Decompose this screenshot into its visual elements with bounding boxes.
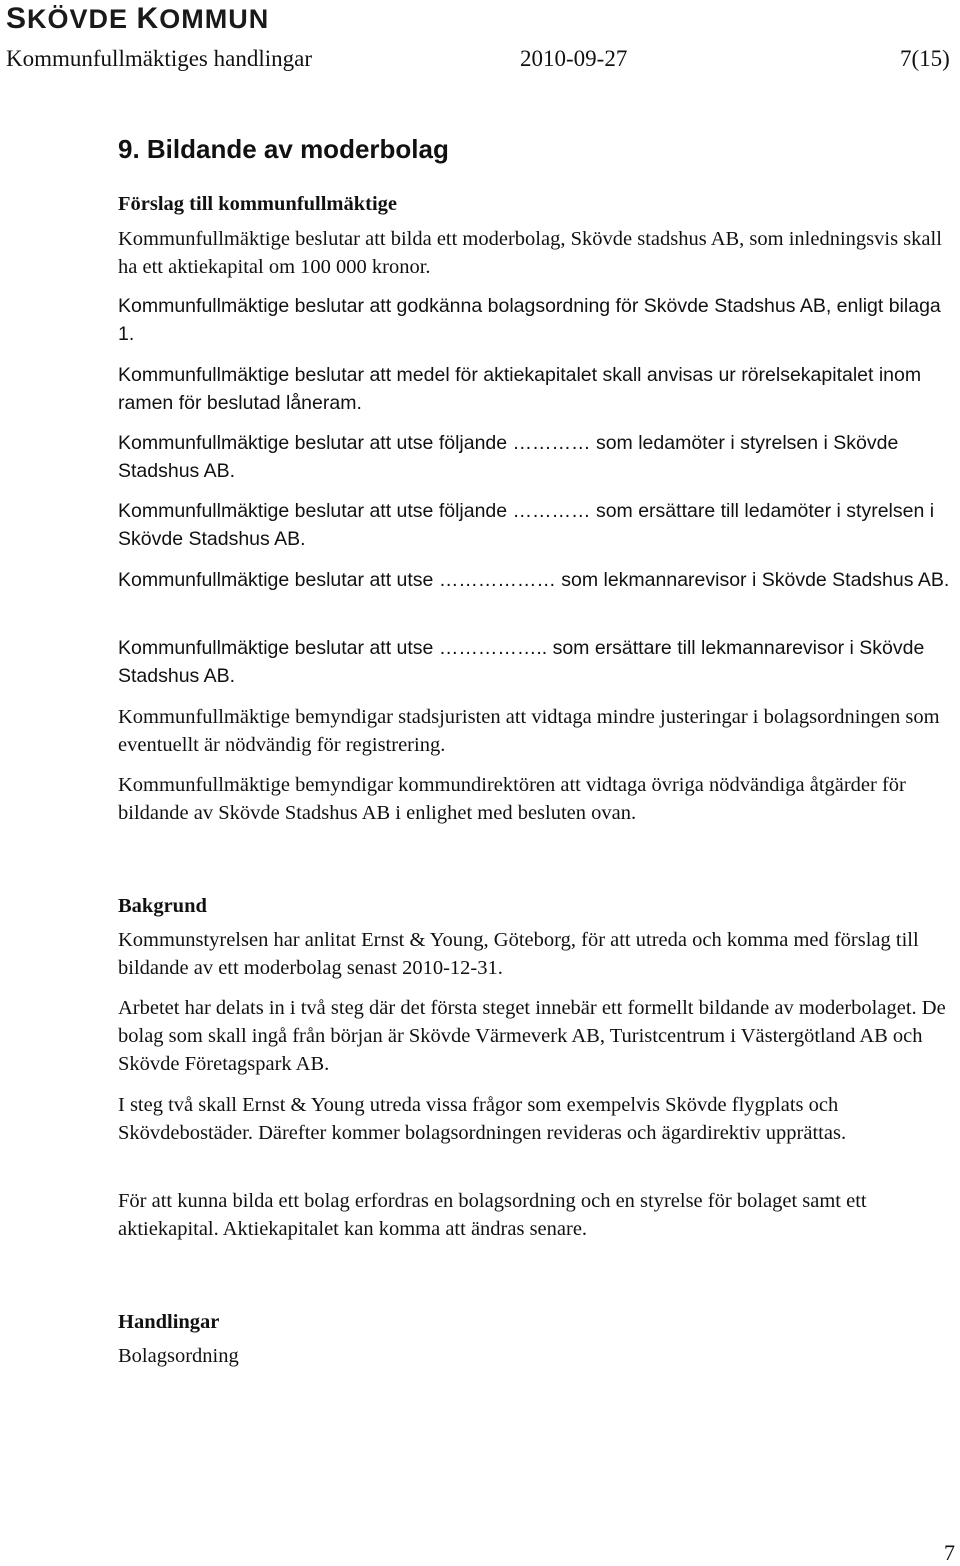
proposal-paragraph: Kommunfullmäktige bemyndigar kommundirektören att vidtaga övriga nödvändiga åtgärder för bildande av Skövde Stadshus AB i enlighet med besluten ovan.	[118, 774, 906, 824]
proposal-paragraph: Kommunfullmäktige beslutar att godkänna bolagsordning för Skövde Stadshus AB, enligt bilaga 1.	[118, 295, 941, 345]
header-title: Kommunfullmäktiges handlingar	[6, 46, 312, 71]
section-heading: 9. Bildande av moderbolag	[118, 134, 449, 164]
header-page-count: 7(15)	[900, 46, 950, 71]
documents-title: Handlingar	[118, 1311, 220, 1333]
background-paragraph: Kommunstyrelsen har anlitat Ernst & Young, Göteborg, för att utreda och komma med förslag till bildande av ett moderbolag senast 2010-12-31.	[118, 929, 919, 979]
proposal-paragraph: Kommunfullmäktige beslutar att utse …………….. som ersättare till lekmannarevisor i Skövde Stadshus AB.	[118, 637, 925, 687]
proposal-paragraph: Kommunfullmäktige beslutar att utse följande ………… som ledamöter i styrelsen i Skövde Stadshus AB.	[118, 432, 899, 482]
background-paragraph: För att kunna bilda ett bolag erfordras en bolagsordning och en styrelse för bolaget samt ett aktiekapital. Aktiekapitalet kan komma att ändras senare.	[118, 1190, 867, 1240]
header-date: 2010-09-27	[520, 46, 628, 71]
background-paragraph: I steg två skall Ernst & Young utreda vissa frågor som exempelvis Skövde flygplats och Skövdebostäder. Därefter kommer bolagsordningen revideras och ägardirektiv upprättas.	[118, 1094, 847, 1144]
proposal-paragraph: Kommunfullmäktige bemyndigar stadsjuristen att vidtaga mindre justeringar i bolagsordningen som eventuellt är nödvändig för registrering.	[118, 706, 940, 756]
proposal-paragraph: Kommunfullmäktige beslutar att utse följande ………… som ersättare till ledamöter i styrelsen i Skövde Stadshus AB.	[118, 500, 935, 550]
proposal-paragraph: Kommunfullmäktige beslutar att bilda ett moderbolag, Skövde stadshus AB, som inledningsvis skall ha ett aktiekapital om 100 000 kronor.	[118, 228, 942, 278]
page-number: 7	[944, 1540, 955, 1565]
skovde-kommun-logo: SKÖVDE KOMMUN	[6, 2, 270, 35]
documents-item: Bolagsordning	[118, 1345, 239, 1367]
proposal-title: Förslag till kommunfullmäktige	[118, 193, 398, 215]
proposal-paragraph: Kommunfullmäktige beslutar att medel för aktiekapitalet skall anvisas ur rörelsekapitalet inom ramen för beslutad låneram.	[118, 364, 922, 414]
proposal-paragraph: Kommunfullmäktige beslutar att utse ……………… som lekmannarevisor i Skövde Stadshus AB.	[118, 569, 950, 591]
background-title: Bakgrund	[118, 895, 207, 917]
background-paragraph: Arbetet har delats in i två steg där det första steget innebär ett formellt bildande av moderbolaget. De bolag som skall ingå från början är Skövde Värmeverk AB, Turistcentrum i Västergötland AB och Skövde Företagspark AB.	[118, 997, 946, 1075]
